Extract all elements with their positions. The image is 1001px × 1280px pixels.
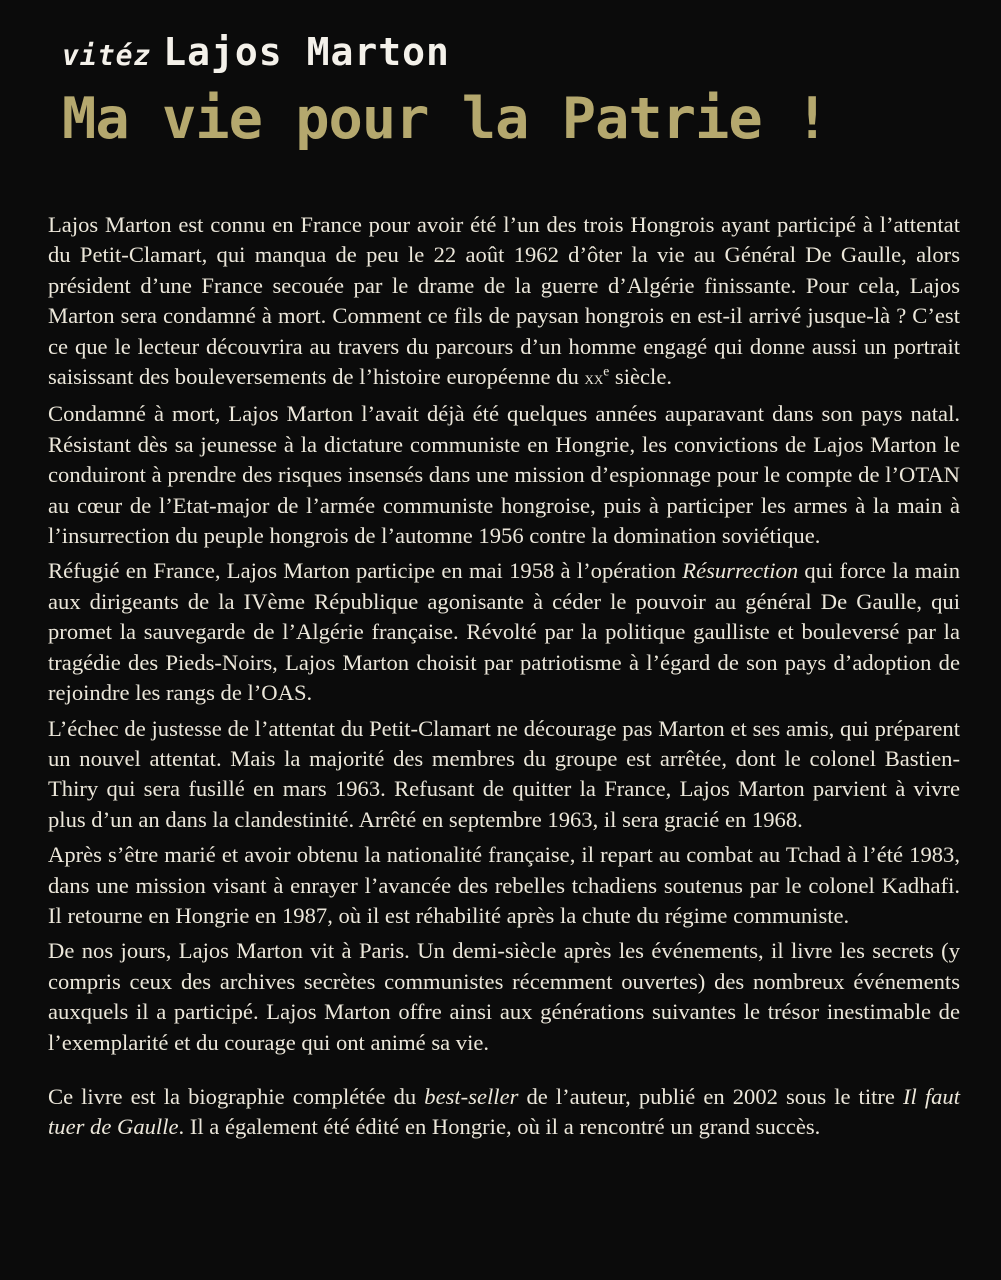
author-name: Lajos Marton xyxy=(163,30,450,74)
cover-header xyxy=(62,30,962,154)
paragraph-3-text: Réfugié en France, Lajos Marton participe en mai 1958 à l’opération xyxy=(48,558,683,584)
best-seller-term: best-seller xyxy=(424,1083,519,1109)
paragraph-2: Condamné à mort, Lajos Marton l’avait déjà été quelques années auparavant dans son pays natal. Résistant dès sa jeunesse à la dictature communiste en Hongrie, les convictions de Lajos Marton le conduiront à prendre des risques insensés dans une mission d’espionnage pour le compte de l’OTAN au cœur de l’Etat-major de l’armée communiste hongroise, puis à participer les armes à la main à l’insurrection du peuple hongrois de l’automne 1956 contre la domination soviétique. xyxy=(48,401,960,549)
book-title: Ma vie pour la Patrie ! xyxy=(62,86,829,152)
closing-paragraph xyxy=(48,1082,960,1143)
author-title-prefix: vitéz xyxy=(62,39,152,72)
century-numeral: xx xyxy=(584,368,604,390)
paragraph-3 xyxy=(48,556,960,708)
blurb-text xyxy=(48,210,960,1148)
paragraph-5: Après s’être marié et avoir obtenu la nationalité française, il repart au combat au Tchad à l’été 1983, dans une mission visant à enrayer l’avancée des rebelles tchadiens soutenus par le colonel Kadhafi. Il retourne en Hongrie en 1987, où il est réhabilité après la chute du régime communiste. xyxy=(48,842,960,928)
previous-book-title: Il faut tuer de Gaulle xyxy=(48,1083,960,1140)
paragraph-3-end: qui force la main aux dirigeants de la IVème République agonisante à céder le pouvoir au général De Gaulle, qui promet la sauvegarde de l’Algérie française. Révolté par la politique gaulliste et bouleversé par la tragédie des Pieds-Noirs, Lajos Marton choisit par patriotisme à l’égard de son pays d’adoption de rejoindre les rangs de l’OAS. xyxy=(48,558,960,706)
paragraph-4: L’échec de justesse de l’attentat du Petit-Clamart ne décourage pas Marton et ses amis, qui préparent un nouvel attentat. Mais la majorité des membres du groupe est arrêtée, dont le colonel Bastien-Thiry qui sera fusillé en mars 1963. Refusant de quitter la France, Lajos Marton parvient à vivre plus d’un an dans la clandestinité. Arrêté en septembre 1963, il sera gracié en 1968. xyxy=(48,715,960,832)
author-line xyxy=(62,30,962,78)
closing-text-c: . Il a également été édité en Hongrie, où il a rencontré un grand succès. xyxy=(178,1114,821,1140)
century-superscript: e xyxy=(603,363,610,379)
paragraph-1-end: siècle. xyxy=(609,364,672,390)
operation-name: Résurrection xyxy=(682,558,799,584)
paragraph-6: De nos jours, Lajos Marton vit à Paris. Un demi-siècle après les événements, il livre les secrets (y compris ceux des archives secrètes communistes récemment ouvertes) des nombreux événements auxquels il a participé. Lajos Marton offre ainsi aux générations suivantes le trésor inestimable de l’exemplarité et du courage qui ont animé sa vie. xyxy=(48,938,960,1055)
closing-text-b: de l’auteur, publié en 2002 sous le titre xyxy=(518,1083,903,1109)
paragraph-1 xyxy=(48,210,960,394)
paragraph-1-text: Lajos Marton est connu en France pour avoir été l’un des trois Hongrois ayant participé à l’attentat du Petit-Clamart, qui manqua de peu le 22 août 1962 d’ôter la vie au Général De Gaulle, alors président d’une France secouée par le drame de la guerre d’Algérie finissante. Pour cela, Lajos Marton sera condamné à mort. Comment ce fils de paysan hongrois en est-il arrivé jusque-là ? C’est ce que le lecteur découvrira au travers du parcours d’un homme engagé qui donne aussi un portrait saisissant des bouleversements de l’histoire européenne du xyxy=(48,212,960,390)
closing-text-a: Ce livre est la biographie complétée du xyxy=(48,1083,425,1109)
